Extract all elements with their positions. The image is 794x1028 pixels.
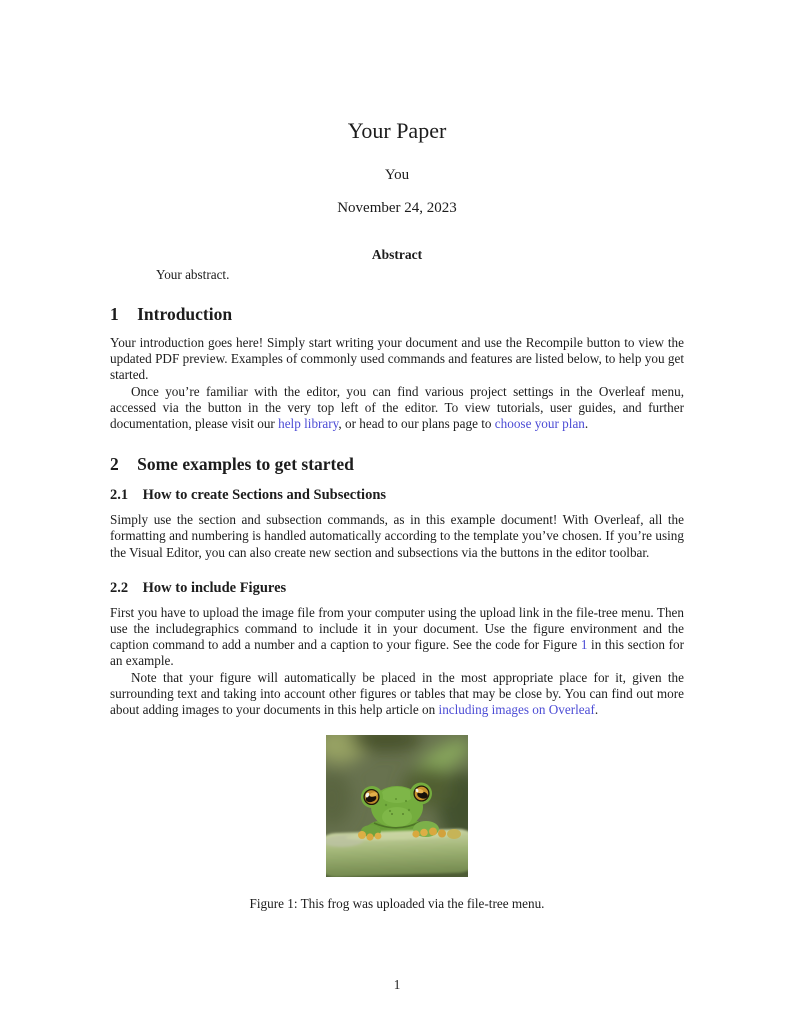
hyperlink[interactable]: 1 [580,637,588,653]
abstract-text: Your abstract. [156,267,230,282]
paragraph [110,512,684,561]
section-number: 1 [110,304,119,324]
hyperlink[interactable]: including images on Overleaf [438,702,595,718]
subsection-title: How to create Sections and Subsections [142,487,387,504]
text-run: Your introduction goes here! Simply start writing your document and use the Recompile button to view the updated PDF preview. Examples of commonly used commands and features are listed below, to help you get started. [110,335,684,383]
section-title: Some examples to get started [137,454,354,475]
text-run: . [584,416,589,432]
text-run: Once you’re familiar with the editor, you can find various project settings in the Overleaf menu, accessed via the button in the very top left of the editor. To view tutorials, user guides, and further documentation, please visit our [110,383,684,432]
paragraph [110,670,684,719]
page-number: 1 [393,977,401,992]
frog-photo [326,735,468,877]
paragraph [110,605,684,670]
frog-right-eye [410,783,432,805]
text-run: Note that your figure will automatically be placed in the most appropriate place for it, given the surrounding text and taking into account other figures or tables that may be close by. You can find out more about adding images to your documents in this help article on [110,669,684,718]
figure-caption: Figure 1: This frog was uploaded via the file-tree menu. [249,896,545,912]
text-run: in this section for an example. [110,637,684,669]
paper-author: You [384,167,410,183]
hyperlink[interactable]: choose your plan [494,416,585,432]
frog-left-eye [361,786,383,808]
section-title: Introduction [137,304,233,324]
abstract-heading: Abstract [371,247,423,262]
branch [326,828,468,877]
paper-date: November 24, 2023 [337,200,457,216]
text-run: , or head to our plans page to [338,416,495,432]
subsection-title: How to include Figures [142,579,287,596]
text-run: Simply use the section and subsection commands, as in this example document! With Overleaf, all the formatting and numbering is handled automatically according to the template you’ve chosen. If you’re using the Visual Editor, you can also create new section and subsections via the buttons in the editor toolbar. [110,512,684,560]
figure-1 [110,735,684,912]
paragraph [110,384,684,433]
hyperlink[interactable]: help library [278,416,339,432]
text-run: . [594,702,599,718]
section-heading-examples [110,453,684,475]
subsection-number: 2.1 [110,487,129,504]
subsection-heading-figures [110,579,684,597]
section-heading-introduction [110,303,684,325]
subsection-heading-sections [110,486,684,504]
section-number: 2 [110,454,119,475]
paragraph [110,335,684,384]
text-run: First you have to upload the image file from your computer using the upload link in the file-tree menu. Then use the includegraphics command to include it in your document. Use the figure environment and the caption command to add a number and a caption to your figure. See the code for Figure [110,604,684,653]
paper-title: Your Paper [347,118,447,143]
document-body [110,118,684,912]
subsection-number: 2.2 [110,579,129,596]
